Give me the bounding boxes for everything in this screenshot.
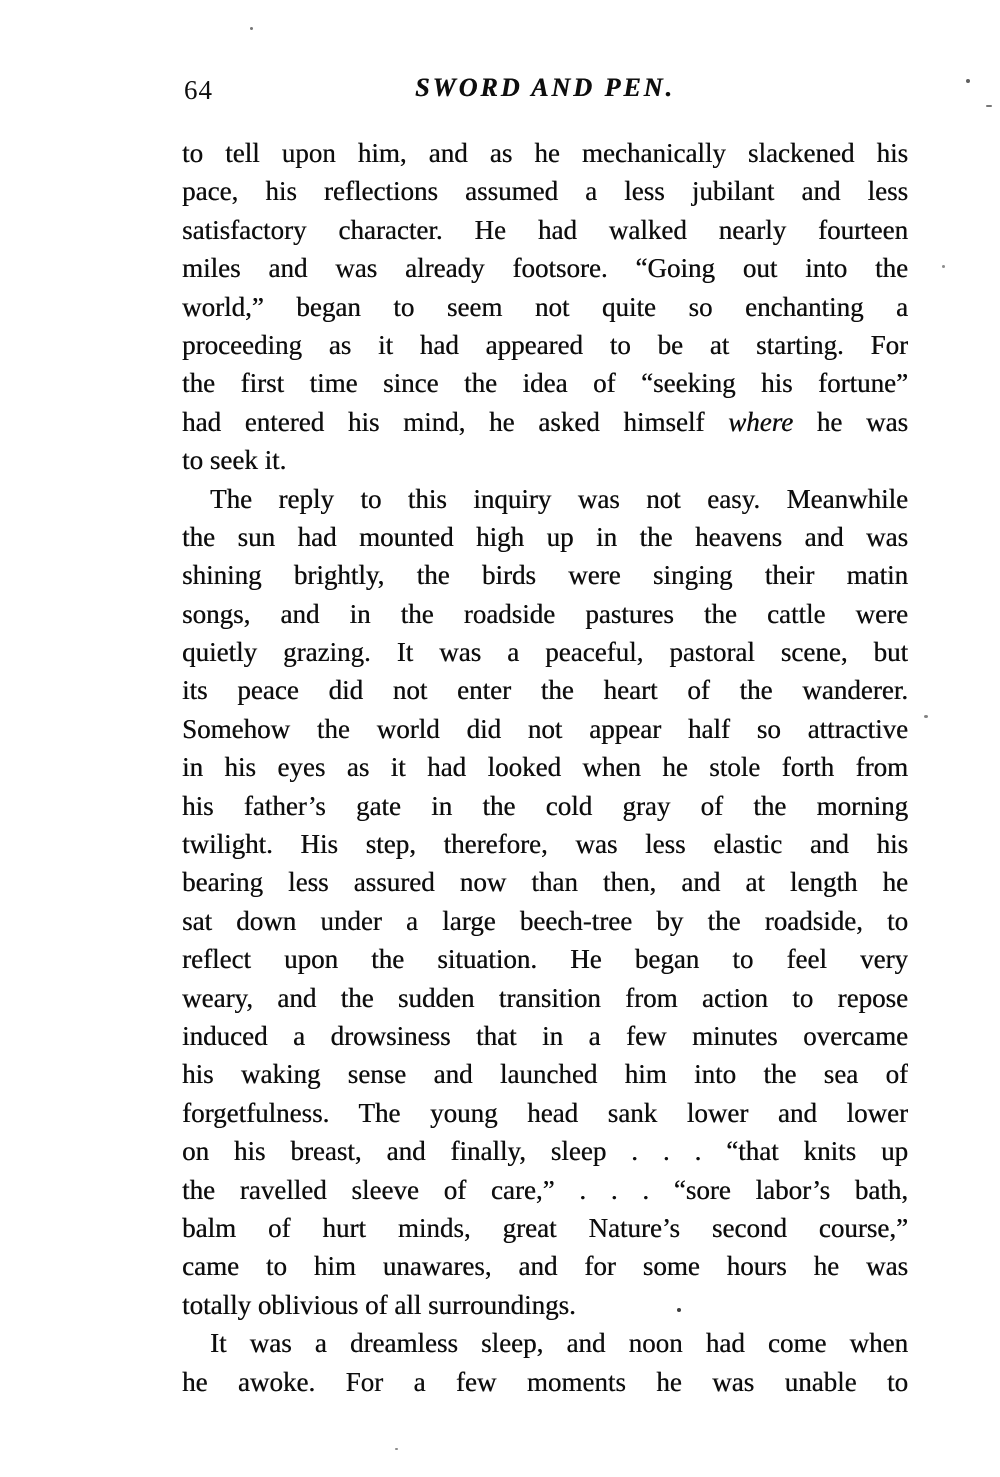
text-line (182, 748, 908, 786)
text-segment: weary, and the sudden transition from action to repose (182, 982, 908, 1013)
text-segment: he was (793, 406, 908, 437)
scan-speck (677, 1308, 681, 1312)
text-line (182, 595, 908, 633)
text-line (182, 1132, 908, 1170)
text-segment: came to him unawares, and for some hours he was (182, 1251, 908, 1282)
text-line (182, 288, 908, 326)
text-line (182, 249, 908, 287)
page-header (182, 72, 908, 106)
text-segment: to tell upon him, and as he mechanically slackened his (182, 138, 908, 168)
text-line (182, 825, 908, 863)
text-segment: proceeding as it had appeared to be at starting. For (182, 329, 908, 360)
text-line (182, 1209, 908, 1247)
text-segment: world,” began to seem not quite so enchanting a (182, 291, 908, 322)
text-line (182, 134, 908, 172)
text-line (182, 480, 908, 518)
scan-speck (966, 79, 970, 83)
text-segment: shining brightly, the birds were singing their matin (182, 560, 908, 591)
text-line (182, 1286, 908, 1324)
page-body (182, 134, 908, 1401)
text-segment: its peace did not enter the heart of the wanderer. (182, 675, 908, 706)
text-segment: balm of hurt minds, great Nature’s second course,” (182, 1212, 908, 1243)
text-line (182, 211, 908, 249)
text-line (182, 556, 908, 594)
text-segment: in his eyes as it had looked when he stole forth from (182, 752, 908, 783)
text-segment: Somehow the world did not appear half so attractive (182, 713, 908, 744)
scan-speck (395, 1448, 398, 1450)
text-segment: his father’s gate in the cold gray of the morning (182, 790, 908, 821)
text-line (182, 940, 908, 978)
text-segment: totally oblivious of all surroundings. (182, 1289, 576, 1320)
text-line (182, 710, 908, 748)
scan-speck (924, 715, 928, 718)
text-line (182, 1171, 908, 1209)
text-line (182, 326, 908, 364)
text-segment: quietly grazing. It was a peaceful, pastoral scene, but (182, 637, 908, 668)
text-segment: twilight. His step, therefore, was less elastic and his (182, 829, 908, 860)
text-line (182, 518, 908, 556)
text-segment: miles and was already footsore. “Going out into the (182, 253, 908, 284)
text-segment: reflect upon the situation. He began to feel very (182, 944, 908, 975)
text-segment: induced a drowsiness that in a few minutes overcame (182, 1020, 908, 1051)
scan-speck (942, 265, 945, 268)
text-line (182, 172, 908, 210)
scan-speck (986, 105, 992, 107)
text-line (182, 1363, 908, 1401)
text-line (182, 671, 908, 709)
text-segment: forgetfulness. The young head sank lower and lower (182, 1097, 908, 1128)
text-segment: to seek it. (182, 445, 287, 476)
text-line (182, 787, 908, 825)
text-line (182, 863, 908, 901)
text-segment: satisfactory character. He had walked nearly fourteen (182, 214, 908, 245)
text-segment: songs, and in the roadside pastures the cattle were (182, 598, 908, 629)
text-line (182, 979, 908, 1017)
text-line (182, 1094, 908, 1132)
text-segment: his waking sense and launched him into the sea of (182, 1059, 908, 1090)
text-segment: the sun had mounted high up in the heavens and was (182, 521, 908, 552)
scan-speck (250, 27, 253, 30)
page-number: 64 (184, 75, 213, 105)
text-segment: It was a dreamless sleep, and noon had come when (210, 1328, 908, 1359)
text-segment: had entered his mind, he asked himself (182, 406, 729, 437)
running-title: SWORD AND PEN. (415, 73, 675, 102)
text-segment: sat down under a large beech-tree by the roadside, to (182, 905, 908, 936)
text-line (182, 364, 908, 402)
text-line (182, 441, 908, 479)
text-line (182, 633, 908, 671)
text-line (182, 403, 908, 441)
text-segment: he awoke. For a few moments he was unable to (182, 1366, 908, 1397)
text-line (182, 1247, 908, 1285)
text-segment: on his breast, and finally, sleep . . . “that knits up (182, 1136, 908, 1167)
text-line (182, 1017, 908, 1055)
text-segment: bearing less assured now than then, and at length he (182, 867, 908, 898)
text-segment: The reply to this inquiry was not easy. Meanwhile (210, 483, 908, 514)
text-segment: the ravelled sleeve of care,” . . . “sore labor’s bath, (182, 1174, 908, 1205)
text-segment: pace, his reflections assumed a less jubilant and less (182, 176, 908, 207)
text-line (182, 902, 908, 940)
text-line (182, 1055, 908, 1093)
italic-word: where (728, 406, 794, 437)
text-line (182, 1324, 908, 1362)
text-segment: the first time since the idea of “seeking his fortune” (182, 368, 908, 399)
